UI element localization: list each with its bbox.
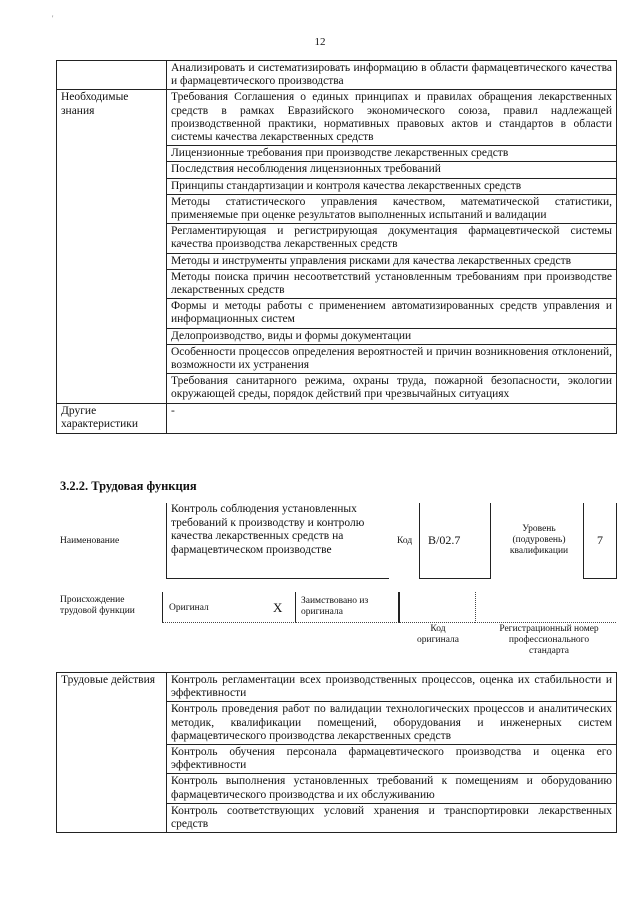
knowledge-item: Особенности процессов определения вероятностей и причин возникновения отклонений, возможности их устранения	[167, 344, 617, 373]
section-title: 3.2.2. Трудовая функция	[60, 479, 197, 493]
labor-actions-table	[56, 672, 617, 833]
code-original-caption: Код оригинала	[417, 624, 459, 645]
knowledge-item: Лицензионные требования при производстве лекарственных средств	[167, 146, 617, 162]
code-box	[419, 503, 491, 579]
name-label: Наименование	[60, 536, 120, 546]
origin-code-cell	[399, 592, 475, 623]
code-value: B/02.7	[428, 533, 461, 547]
origin-reg-cell	[475, 592, 616, 623]
required-knowledge-label: Необходимые знания	[57, 90, 167, 403]
knowledge-item: Делопроизводство, виды и формы документации	[167, 328, 617, 344]
knowledge-item: Методы и инструменты управления рисками для качества лекарственных средств	[167, 253, 617, 269]
knowledge-item: Формы и методы работы с применением автоматизированных средств управления и информационных систем	[167, 299, 617, 328]
other-characteristics-label: Другие характеристики	[57, 403, 167, 433]
borrowed-label: Заимствовано из оригинала	[301, 596, 369, 617]
original-mark: X	[273, 600, 283, 615]
empty-label-cell	[57, 61, 167, 90]
knowledge-item: Последствия несоблюдения лицензионных требований	[167, 162, 617, 178]
function-name-box	[166, 503, 389, 579]
table-row	[57, 90, 617, 146]
table-row	[57, 673, 617, 702]
knowledge-item: Методы статистического управления качеством, математической статистики, применяемые при оценке результатов выполненных испытаний и валидации	[167, 194, 617, 223]
origin-borrowed-cell	[295, 592, 399, 623]
qualification-level-label: Уровень (подуровень) квалификации	[509, 524, 569, 556]
table-row	[57, 61, 617, 90]
labor-action-item: Контроль выполнения установленных требований к помещениям и оборудованию фармацевтического производства и их обслуживанию	[167, 774, 617, 803]
table-row	[57, 403, 617, 433]
origin-original-cell	[162, 592, 296, 623]
analysis-skill-text: Анализировать и систематизировать информацию в области фармацевтического качества и фармацевтического производства	[167, 61, 617, 90]
level-box	[583, 503, 617, 579]
knowledge-item: Методы поиска причин несоответствий установленным требованиям при производстве лекарственных средств	[167, 269, 617, 298]
labor-actions-label: Трудовые действия	[57, 673, 167, 833]
code-label: Код	[397, 536, 413, 546]
page-number: 12	[314, 36, 326, 48]
knowledge-table	[56, 60, 617, 434]
knowledge-item: Требования Соглашения о единых принципах и правилах обращения лекарственных средств в рамках Евразийского экономического союза, правил надлежащей производственной практики, нормативных правовых актов и стандартов в области системы качества лекарственных средств	[167, 90, 617, 146]
other-characteristics-value: -	[167, 403, 617, 433]
labor-action-item: Контроль регламентации всех производственных процессов, оценка их стабильности и эффективности	[167, 673, 617, 702]
function-name-value: Контроль соблюдения установленных требований к производству и контролю качества лекарственных средств на фармацевтическом производстве	[171, 503, 365, 556]
original-label: Оригинал	[169, 603, 209, 613]
labor-action-item: Контроль проведения работ по валидации технологических процессов и аналитических методик, квалификации помещений, оборудования и инженерных систем фармацевтического производства лекарственных средств	[167, 702, 617, 745]
knowledge-item: Принципы стандартизации и контроля качества лекарственных средств	[167, 178, 617, 194]
labor-action-item: Контроль соответствующих условий хранения и транспортировки лекарственных средств	[167, 803, 617, 832]
level-value: 7	[597, 533, 603, 547]
origin-label: Происхождение трудовой функции	[60, 595, 135, 616]
knowledge-item: Регламентирующая и регистрирующая документация фармацевтической системы качества производства лекарственных средств	[167, 224, 617, 253]
labor-action-item: Контроль обучения персонала фармацевтического производства и оценка его эффективности	[167, 745, 617, 774]
corner-mark: '	[52, 14, 54, 23]
knowledge-item: Требования санитарного режима, охраны труда, пожарной безопасности, экологии окружающей среды, порядок действий при чрезвычайных ситуациях	[167, 374, 617, 403]
registration-number-caption: Регистрационный номер профессионального стандарта	[499, 624, 599, 656]
